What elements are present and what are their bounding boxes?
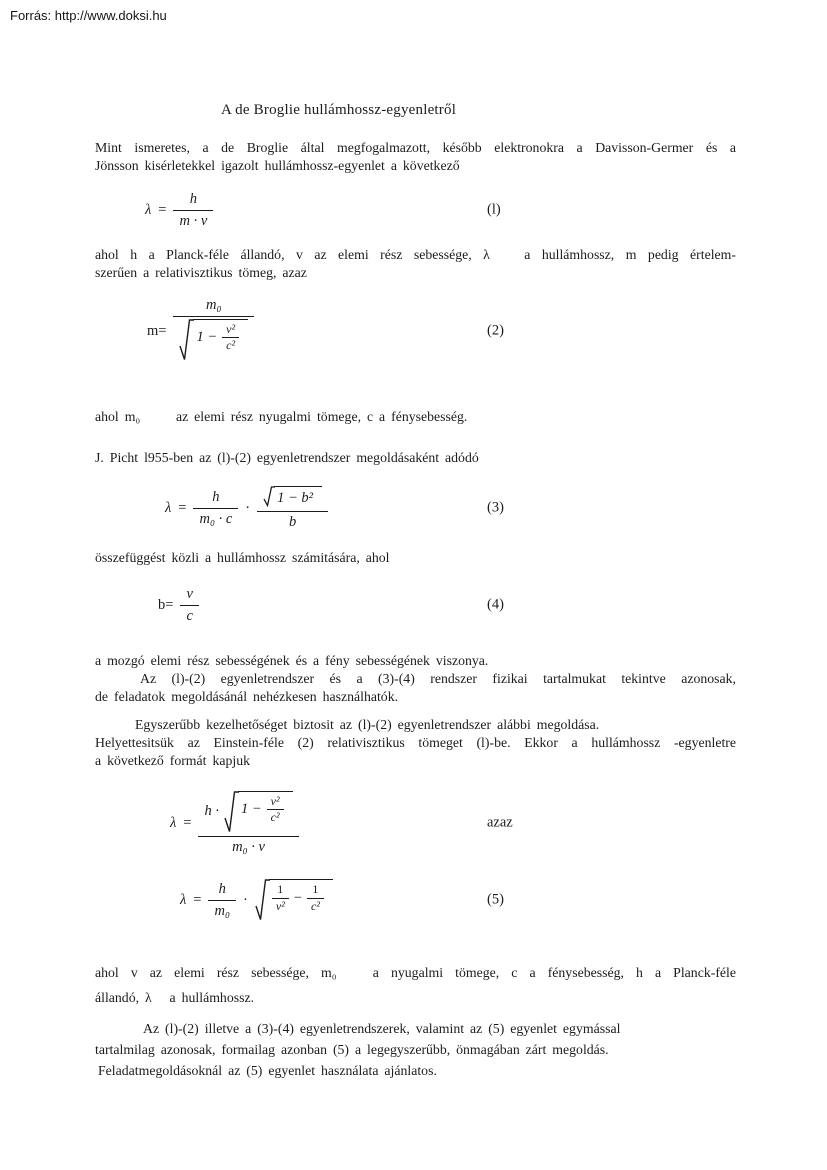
- denominator: m₀: [214, 902, 230, 919]
- lambda-symbol: λ: [170, 814, 177, 831]
- paragraph-3: [95, 408, 736, 426]
- text-line: a következő formát kapjuk: [95, 753, 250, 768]
- paragraph-9: [95, 1018, 736, 1081]
- numerator: h: [208, 881, 236, 901]
- text-line: Feladatmegoldásoknál az (5) egyenlet használata ajánlatos.: [98, 1063, 437, 1078]
- equation-2: [95, 295, 807, 367]
- fraction: [173, 191, 213, 230]
- text-line: Mint ismeretes, a de Broglie által megfogalmazott, később elektronokra a Davisson-Germer és a: [95, 140, 736, 155]
- source-note: Forrás: http://www.doksi.hu: [10, 8, 167, 23]
- numerator: [198, 791, 298, 837]
- text-line: Jönsson kisérletekkel igazolt hullámhossz-egyenlet a következő: [95, 158, 460, 173]
- text-line: Az (l)-(2) egyenletrendszer és a (3)-(4) rendszer fizikai tartalmukat tekintve azonosak,: [140, 671, 736, 686]
- text-line: ahol m₀ az elemi rész nyugalmi tömege, c a fénysebesség.: [95, 409, 468, 424]
- fraction: [222, 323, 239, 354]
- lambda-symbol: λ: [165, 499, 172, 516]
- h-dot: h ·: [204, 803, 219, 819]
- numerator: m₀: [173, 297, 254, 317]
- denominator: b: [288, 513, 297, 530]
- text-line: Helyettesitsük az Einstein-féle (2) relativisztikus tömeget (l)-be. Ekkor a hullámhossz -egyenletre: [95, 735, 736, 750]
- radical-icon: [224, 791, 239, 833]
- fraction: [193, 489, 238, 528]
- text-line: a mozgó elemi rész sebességének és a fény sebességének viszonya.: [95, 653, 489, 668]
- denominator: m₀ · v: [232, 838, 265, 855]
- radicand-prefix: 1 −: [240, 801, 262, 818]
- equation-label: (2): [487, 322, 504, 339]
- multiplication-dot: ·: [245, 499, 251, 516]
- equals-sign: =: [183, 814, 192, 831]
- document-title: A de Broglie hullámhossz-egyenletről: [221, 102, 457, 118]
- text-line: állandó, λ a hullámhossz.: [95, 990, 255, 1005]
- b-lhs: b=: [158, 596, 174, 613]
- azaz-note: azaz: [487, 814, 513, 831]
- denominator: c²: [270, 810, 280, 825]
- minus-sign: −: [293, 889, 302, 906]
- paragraph-1: [95, 139, 736, 175]
- radical-icon: [255, 879, 270, 921]
- fraction: [198, 791, 298, 856]
- lambda-symbol: λ: [145, 201, 152, 218]
- text-line: Az (l)-(2) illetve a (3)-(4) egyenletrendszerek, valamint az (5) egyenlet egymással: [143, 1021, 621, 1036]
- text-line: összefüggést közli a hullámhossz számitására, ahol: [95, 550, 390, 565]
- equation-label: (5): [487, 891, 504, 908]
- paragraph-2: [95, 246, 736, 282]
- equation-label: (4): [487, 596, 504, 613]
- numerator: v²: [267, 795, 284, 811]
- paragraph-5: [95, 549, 736, 567]
- fraction: [180, 586, 198, 625]
- fraction: [257, 486, 328, 531]
- sqrt-group: [263, 486, 322, 508]
- numerator: [257, 486, 328, 512]
- equation-1: [95, 186, 805, 234]
- text-line: ahol v az elemi rész sebessége, m₀ a nyugalmi tömege, c a fénysebesség, h a Planck-féle: [95, 965, 736, 980]
- text-line: de feladatok megoldásánál nehézkesen használhatók.: [95, 689, 399, 704]
- text-line: Egyszerűbb kezelhetőséget biztosit az (l)-(2) egyenletrendszer alábbi megoldása.: [135, 717, 600, 732]
- radicand: [269, 879, 333, 915]
- radicand: [274, 486, 322, 508]
- numerator: v²: [222, 323, 239, 339]
- fraction: [307, 883, 324, 914]
- multiplication-dot: ·: [242, 891, 248, 908]
- denominator: [173, 317, 254, 366]
- denominator: v²: [275, 898, 285, 913]
- radicand: [238, 791, 293, 827]
- radicand-prefix: 1 −: [196, 329, 218, 346]
- equation-label: (l): [487, 201, 501, 218]
- paragraph-8: [95, 960, 736, 1010]
- numerator: h: [193, 489, 238, 509]
- equation-label: (3): [487, 499, 504, 516]
- paragraph-6: [95, 652, 736, 706]
- denominator: c²: [310, 898, 320, 913]
- numerator: h: [173, 191, 213, 211]
- paragraph-7: [95, 716, 736, 770]
- denominator: m · v: [179, 212, 208, 229]
- fraction: [173, 297, 254, 366]
- radicand-text: 1 − b²: [277, 489, 314, 506]
- denominator: m₀ · c: [199, 510, 233, 527]
- denominator: c: [186, 607, 193, 624]
- equation-azaz: [95, 782, 827, 864]
- equals-sign: =: [178, 499, 187, 516]
- radical-icon: [179, 319, 194, 361]
- sqrt-group: [255, 879, 333, 921]
- equation-5: [95, 872, 827, 928]
- numerator: 1: [272, 883, 289, 899]
- equals-sign: =: [193, 891, 202, 908]
- numerator: 1: [307, 883, 324, 899]
- paragraph-4: [95, 449, 736, 467]
- equation-4: [95, 582, 818, 628]
- fraction: [272, 883, 289, 914]
- text-line: szerűen a relativisztikus tömeg, azaz: [95, 265, 307, 280]
- text-line: tartalmilag azonosak, formailag azonban (5) a legegyszerűbb, önmagában zárt megoldás.: [95, 1042, 609, 1057]
- text-line: ahol h a Planck-féle állandó, v az elemi rész sebessége, λ a hullámhossz, m pedig értelem-: [95, 247, 736, 262]
- lambda-symbol: λ: [180, 891, 187, 908]
- mass-lhs: m=: [147, 322, 167, 339]
- sqrt-group: [179, 319, 248, 361]
- numerator: v: [180, 586, 198, 606]
- fraction: [267, 795, 284, 826]
- text-line: J. Picht l955-ben az (l)-(2) egyenletrendszer megoldásaként adódó: [95, 450, 479, 465]
- denominator: c²: [226, 338, 236, 353]
- equals-sign: =: [158, 201, 167, 218]
- radicand: [193, 319, 248, 355]
- sqrt-group: [224, 791, 293, 833]
- equation-3: [95, 480, 825, 536]
- fraction: [208, 881, 236, 920]
